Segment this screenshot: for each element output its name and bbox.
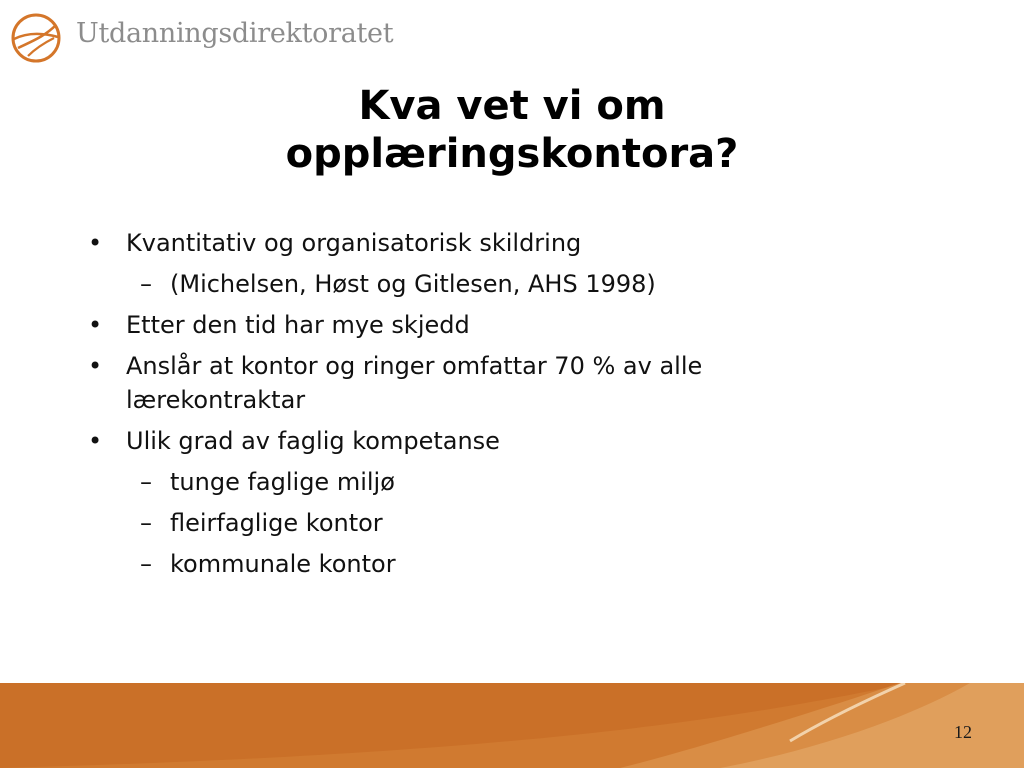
sub-bullet-item [88,465,878,499]
slide-title [0,82,1024,178]
sub-bullet-item [88,267,878,301]
sub-bullet-marker: – [140,509,152,537]
sub-bullet-marker: – [140,550,152,578]
bullet-text: Ulik grad av faglig kompetanse [126,427,500,455]
utdanningsdirektoratet-logo-icon [10,12,62,64]
sub-bullet-text: (Michelsen, Høst og Gitlesen, AHS 1998) [170,270,656,298]
bullet-text: Kvantitativ og organisatorisk skildring [126,229,582,257]
bullet-text: Anslår at kontor og ringer omfattar 70 % av alle lærekontraktar [126,352,703,414]
bullet-item [88,349,878,417]
bullet-marker: • [88,427,103,455]
slide-title-line-1: Kva vet vi om [358,83,666,129]
footer-band [0,683,1024,768]
sub-bullet-marker: – [140,270,152,298]
logo-text: Utdanningsdirektoratet [76,17,394,49]
bullet-marker: • [88,352,103,380]
bullet-item [88,226,878,260]
logo [10,10,393,66]
bullet-marker: • [88,311,103,339]
bullet-item [88,424,878,458]
bullet-text: Etter den tid har mye skjedd [126,311,470,339]
sub-bullet-text: kommunale kontor [170,550,396,578]
page-number: 12 [954,722,972,742]
bullet-marker: • [88,229,103,257]
sub-bullet-text: fleirfaglige kontor [170,509,383,537]
sub-bullet-item [88,547,878,581]
sub-bullet-marker: – [140,468,152,496]
bullet-list [88,226,878,588]
sub-bullet-text: tunge faglige miljø [170,468,395,496]
sub-bullet-item [88,506,878,540]
bullet-item [88,308,878,342]
slide-title-line-2: opplæringskontora? [285,131,739,177]
